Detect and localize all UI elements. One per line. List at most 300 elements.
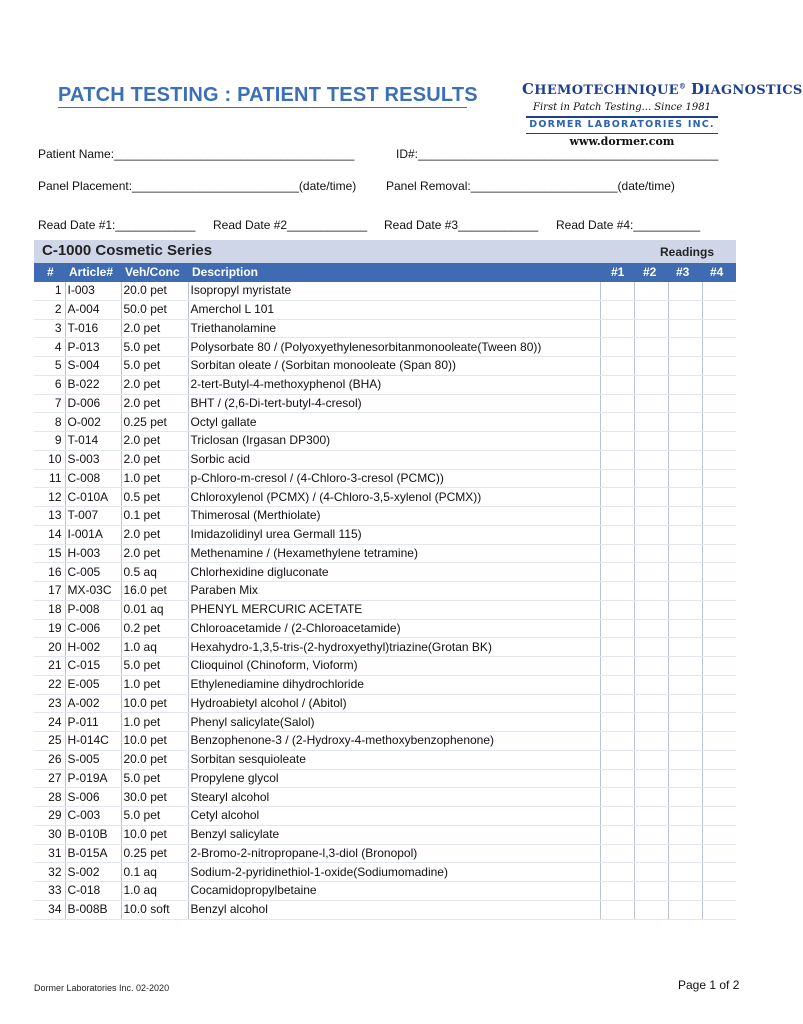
row-number: 17 (34, 582, 65, 601)
reading-4-cell[interactable] (702, 525, 736, 544)
reading-4-cell[interactable] (702, 600, 736, 619)
reading-4-cell[interactable] (702, 732, 736, 751)
row-description: Hydroabietyl alcohol / (Abitol) (188, 694, 600, 713)
reading-4-cell[interactable] (702, 619, 736, 638)
row-article: T-007 (65, 507, 121, 526)
row-number: 4 (34, 338, 65, 357)
reading-1-cell[interactable] (600, 600, 634, 619)
reading-1-cell[interactable] (600, 863, 634, 882)
reading-3-cell[interactable] (668, 469, 702, 488)
row-number: 27 (34, 769, 65, 788)
table-row (34, 525, 736, 544)
reading-2-cell[interactable] (634, 882, 668, 901)
reading-1-cell[interactable] (600, 825, 634, 844)
row-number: 25 (34, 732, 65, 751)
row-article: H-002 (65, 638, 121, 657)
row-concentration: 5.0 pet (121, 657, 188, 676)
row-concentration: 2.0 pet (121, 544, 188, 563)
table-row (34, 750, 736, 769)
row-article: O-002 (65, 413, 121, 432)
row-article: P-013 (65, 338, 121, 357)
table-row (34, 544, 736, 563)
results-table-body (34, 282, 736, 919)
row-article: H-003 (65, 544, 121, 563)
reading-4-cell[interactable] (702, 375, 736, 394)
reading-2-cell[interactable] (634, 600, 668, 619)
row-description: Chlorhexidine digluconate (188, 563, 600, 582)
reading-3-cell[interactable] (668, 375, 702, 394)
reading-3-cell[interactable] (668, 338, 702, 357)
reading-1-cell[interactable] (600, 507, 634, 526)
row-concentration: 1.0 pet (121, 675, 188, 694)
row-concentration: 2.0 pet (121, 394, 188, 413)
row-concentration: 10.0 pet (121, 732, 188, 751)
row-description: 2-Bromo-2-nitropropane-l,3-diol (Bronopol) (188, 844, 600, 863)
row-article: I-003 (65, 282, 121, 300)
row-number: 2 (34, 300, 65, 319)
table-row (34, 863, 736, 882)
row-description: Sodium-2-pyridinethiol-1-oxide(Sodiumomadine) (188, 863, 600, 882)
logo-divider-2 (526, 133, 718, 134)
table-row (34, 807, 736, 826)
reading-3-cell[interactable] (668, 394, 702, 413)
reading-4-cell[interactable] (702, 882, 736, 901)
table-row (34, 300, 736, 319)
reading-1-cell[interactable] (600, 675, 634, 694)
row-concentration: 0.1 pet (121, 507, 188, 526)
row-concentration: 2.0 pet (121, 319, 188, 338)
reading-4-cell[interactable] (702, 300, 736, 319)
page-number: Page 1 of 2 (678, 978, 740, 992)
col-header-reading-4: #4 (710, 265, 724, 279)
row-description: Imidazolidinyl urea Germall 115) (188, 525, 600, 544)
read-date-1-field[interactable]: Read Date #1:____________ (38, 218, 196, 232)
reading-4-cell[interactable] (702, 769, 736, 788)
reading-2-cell[interactable] (634, 732, 668, 751)
table-row (34, 319, 736, 338)
row-number: 9 (34, 432, 65, 451)
reading-2-cell[interactable] (634, 450, 668, 469)
reading-3-cell[interactable] (668, 300, 702, 319)
reading-2-cell[interactable] (634, 507, 668, 526)
reading-2-cell[interactable] (634, 619, 668, 638)
reading-1-cell[interactable] (600, 488, 634, 507)
reading-3-cell[interactable] (668, 713, 702, 732)
panel-placement-field[interactable]: Panel Placement:_________________________(date/time) (38, 179, 357, 193)
reading-2-cell[interactable] (634, 300, 668, 319)
row-concentration: 1.0 pet (121, 713, 188, 732)
row-description: Sorbitan sesquioleate (188, 750, 600, 769)
col-header-reading-3: #3 (676, 265, 690, 279)
reading-2-cell[interactable] (634, 282, 668, 300)
reading-3-cell[interactable] (668, 769, 702, 788)
table-row (34, 394, 736, 413)
reading-4-cell[interactable] (702, 488, 736, 507)
reading-3-cell[interactable] (668, 788, 702, 807)
reading-3-cell[interactable] (668, 863, 702, 882)
row-article: C-010A (65, 488, 121, 507)
table-header (34, 263, 736, 282)
reading-1-cell[interactable] (600, 750, 634, 769)
reading-1-cell[interactable] (600, 357, 634, 376)
reading-3-cell[interactable] (668, 732, 702, 751)
title-underline (58, 107, 467, 108)
reading-4-cell[interactable] (702, 713, 736, 732)
row-description: Methenamine / (Hexamethylene tetramine) (188, 544, 600, 563)
reading-4-cell[interactable] (702, 807, 736, 826)
row-concentration: 5.0 pet (121, 357, 188, 376)
table-row (34, 844, 736, 863)
logo-divider (526, 116, 718, 118)
row-article: P-011 (65, 713, 121, 732)
row-number: 22 (34, 675, 65, 694)
reading-4-cell[interactable] (702, 450, 736, 469)
row-concentration: 0.5 pet (121, 488, 188, 507)
reading-3-cell[interactable] (668, 619, 702, 638)
series-title: C-1000 Cosmetic Series (42, 242, 213, 259)
reading-3-cell[interactable] (668, 582, 702, 601)
reading-3-cell[interactable] (668, 563, 702, 582)
reading-2-cell[interactable] (634, 638, 668, 657)
reading-3-cell[interactable] (668, 638, 702, 657)
reading-3-cell[interactable] (668, 319, 702, 338)
reading-1-cell[interactable] (600, 394, 634, 413)
row-article: H-014C (65, 732, 121, 751)
reading-2-cell[interactable] (634, 825, 668, 844)
reading-4-cell[interactable] (702, 825, 736, 844)
reading-2-cell[interactable] (634, 432, 668, 451)
reading-4-cell[interactable] (702, 413, 736, 432)
table-row (34, 338, 736, 357)
reading-3-cell[interactable] (668, 750, 702, 769)
reading-2-cell[interactable] (634, 675, 668, 694)
reading-1-cell[interactable] (600, 694, 634, 713)
reading-1-cell[interactable] (600, 525, 634, 544)
read-date-3-field[interactable]: Read Date #3____________ (384, 218, 539, 232)
reading-1-cell[interactable] (600, 338, 634, 357)
page-title: PATCH TESTING : PATIENT TEST RESULTS (58, 84, 478, 106)
row-article: S-002 (65, 863, 121, 882)
reading-3-cell[interactable] (668, 600, 702, 619)
reading-3-cell[interactable] (668, 282, 702, 300)
reading-3-cell[interactable] (668, 413, 702, 432)
row-number: 19 (34, 619, 65, 638)
reading-3-cell[interactable] (668, 450, 702, 469)
row-concentration: 0.5 aq (121, 563, 188, 582)
row-description: Benzophenone-3 / (2-Hydroxy-4-methoxybenzophenone) (188, 732, 600, 751)
row-article: I-001A (65, 525, 121, 544)
reading-1-cell[interactable] (600, 882, 634, 901)
row-description: Triclosan (Irgasan DP300) (188, 432, 600, 451)
reading-1-cell[interactable] (600, 375, 634, 394)
reading-2-cell[interactable] (634, 788, 668, 807)
row-description: Thimerosal (Merthiolate) (188, 507, 600, 526)
reading-4-cell[interactable] (702, 582, 736, 601)
reading-3-cell[interactable] (668, 432, 702, 451)
row-article: P-019A (65, 769, 121, 788)
reading-1-cell[interactable] (600, 469, 634, 488)
reading-2-cell[interactable] (634, 807, 668, 826)
read-date-4-field[interactable]: Read Date #4:__________ (556, 218, 701, 232)
row-concentration: 2.0 pet (121, 525, 188, 544)
logo-company: DORMER LABORATORIES INC. (529, 119, 715, 130)
reading-2-cell[interactable] (634, 900, 668, 919)
row-number: 18 (34, 600, 65, 619)
row-description: Amerchol L 101 (188, 300, 600, 319)
reading-2-cell[interactable] (634, 413, 668, 432)
reading-2-cell[interactable] (634, 319, 668, 338)
row-description: Cocamidopropylbetaine (188, 882, 600, 901)
row-article: C-015 (65, 657, 121, 676)
table-row (34, 357, 736, 376)
row-description: Clioquinol (Chinoform, Vioform) (188, 657, 600, 676)
reading-4-cell[interactable] (702, 750, 736, 769)
row-number: 6 (34, 375, 65, 394)
row-concentration: 0.01 aq (121, 600, 188, 619)
readings-label: Readings (659, 245, 714, 259)
reading-2-cell[interactable] (634, 469, 668, 488)
reading-2-cell[interactable] (634, 769, 668, 788)
table-row (34, 582, 736, 601)
reading-1-cell[interactable] (600, 844, 634, 863)
reading-1-cell[interactable] (600, 769, 634, 788)
row-article: T-016 (65, 319, 121, 338)
reading-3-cell[interactable] (668, 657, 702, 676)
reading-4-cell[interactable] (702, 863, 736, 882)
reading-4-cell[interactable] (702, 544, 736, 563)
reading-1-cell[interactable] (600, 657, 634, 676)
reading-2-cell[interactable] (634, 338, 668, 357)
reading-4-cell[interactable] (702, 900, 736, 919)
reading-4-cell[interactable] (702, 788, 736, 807)
reading-4-cell[interactable] (702, 563, 736, 582)
table-row (34, 638, 736, 657)
reading-3-cell[interactable] (668, 882, 702, 901)
row-number: 15 (34, 544, 65, 563)
row-concentration: 10.0 soft (121, 900, 188, 919)
reading-1-cell[interactable] (600, 450, 634, 469)
reading-1-cell[interactable] (600, 432, 634, 451)
row-article: T-014 (65, 432, 121, 451)
reading-2-cell[interactable] (634, 582, 668, 601)
reading-1-cell[interactable] (600, 807, 634, 826)
table-row (34, 694, 736, 713)
row-number: 5 (34, 357, 65, 376)
reading-1-cell[interactable] (600, 582, 634, 601)
reading-2-cell[interactable] (634, 657, 668, 676)
row-article: E-005 (65, 675, 121, 694)
table-row (34, 900, 736, 919)
row-description: Hexahydro-1,3,5-tris-(2-hydroxyethyl)triazine(Grotan BK) (188, 638, 600, 657)
results-table (34, 282, 736, 920)
row-concentration: 20.0 pet (121, 750, 188, 769)
reading-4-cell[interactable] (702, 638, 736, 657)
table-row (34, 375, 736, 394)
row-concentration: 5.0 pet (121, 338, 188, 357)
row-concentration: 50.0 pet (121, 300, 188, 319)
row-number: 16 (34, 563, 65, 582)
row-article: D-006 (65, 394, 121, 413)
row-description: Stearyl alcohol (188, 788, 600, 807)
reading-3-cell[interactable] (668, 507, 702, 526)
reading-2-cell[interactable] (634, 375, 668, 394)
reading-3-cell[interactable] (668, 675, 702, 694)
reading-2-cell[interactable] (634, 844, 668, 863)
reading-1-cell[interactable] (600, 900, 634, 919)
row-description: Polysorbate 80 / (Polyoxyethylenesorbitanmonooleate(Tween 80)) (188, 338, 600, 357)
footer-company: Dormer Laboratories Inc. 02-2020 (34, 983, 170, 993)
reading-2-cell[interactable] (634, 750, 668, 769)
table-row (34, 788, 736, 807)
reading-4-cell[interactable] (702, 844, 736, 863)
reading-3-cell[interactable] (668, 900, 702, 919)
reading-3-cell[interactable] (668, 525, 702, 544)
row-number: 21 (34, 657, 65, 676)
row-article: C-018 (65, 882, 121, 901)
reading-1-cell[interactable] (600, 413, 634, 432)
row-concentration: 10.0 pet (121, 825, 188, 844)
reading-3-cell[interactable] (668, 488, 702, 507)
reading-2-cell[interactable] (634, 713, 668, 732)
reading-2-cell[interactable] (634, 525, 668, 544)
row-article: C-006 (65, 619, 121, 638)
row-article: B-022 (65, 375, 121, 394)
reading-1-cell[interactable] (600, 713, 634, 732)
reading-1-cell[interactable] (600, 300, 634, 319)
row-article: MX-03C (65, 582, 121, 601)
row-article: A-002 (65, 694, 121, 713)
reading-4-cell[interactable] (702, 282, 736, 300)
reading-3-cell[interactable] (668, 807, 702, 826)
reading-2-cell[interactable] (634, 563, 668, 582)
logo-brand: CHEMOTECHNIQUE® DIAGNOSTICS (522, 80, 803, 98)
logo-url: www.dormer.com (569, 135, 675, 148)
reading-4-cell[interactable] (702, 507, 736, 526)
row-number: 12 (34, 488, 65, 507)
col-header-description: Description (192, 265, 259, 279)
row-article: P-008 (65, 600, 121, 619)
table-row (34, 563, 736, 582)
row-description: PHENYL MERCURIC ACETATE (188, 600, 600, 619)
panel-removal-field[interactable]: Panel Removal:______________________(date/time) (386, 179, 675, 193)
reading-4-cell[interactable] (702, 394, 736, 413)
row-concentration: 2.0 pet (121, 432, 188, 451)
row-article: S-003 (65, 450, 121, 469)
reading-1-cell[interactable] (600, 282, 634, 300)
row-concentration: 2.0 pet (121, 450, 188, 469)
reading-1-cell[interactable] (600, 544, 634, 563)
reading-3-cell[interactable] (668, 544, 702, 563)
row-description: BHT / (2,6-Di-tert-butyl-4-cresol) (188, 394, 600, 413)
row-concentration: 2.0 pet (121, 375, 188, 394)
row-description: Chloroacetamide / (2-Chloroacetamide) (188, 619, 600, 638)
reading-2-cell[interactable] (634, 394, 668, 413)
row-number: 30 (34, 825, 65, 844)
row-article: B-008B (65, 900, 121, 919)
reading-3-cell[interactable] (668, 357, 702, 376)
series-title-bar (34, 240, 736, 264)
col-header-reading-1: #1 (611, 265, 625, 279)
row-concentration: 1.0 aq (121, 638, 188, 657)
row-concentration: 5.0 pet (121, 807, 188, 826)
col-header-reading-2: #2 (643, 265, 657, 279)
patient-name-field[interactable]: Patient Name:____________________________________ (38, 147, 355, 161)
reading-2-cell[interactable] (634, 544, 668, 563)
table-row (34, 488, 736, 507)
table-row (34, 769, 736, 788)
reading-4-cell[interactable] (702, 319, 736, 338)
row-article: C-005 (65, 563, 121, 582)
reading-2-cell[interactable] (634, 863, 668, 882)
read-date-2-field[interactable]: Read Date #2____________ (213, 218, 368, 232)
reading-4-cell[interactable] (702, 432, 736, 451)
row-article: A-004 (65, 300, 121, 319)
row-description: Phenyl salicylate(Salol) (188, 713, 600, 732)
row-concentration: 0.25 pet (121, 844, 188, 863)
table-row (34, 282, 736, 300)
row-number: 28 (34, 788, 65, 807)
row-number: 1 (34, 282, 65, 300)
col-header-article: Article# (69, 265, 114, 279)
row-description: Chloroxylenol (PCMX) / (4-Chloro-3,5-xylenol (PCMX)) (188, 488, 600, 507)
row-number: 7 (34, 394, 65, 413)
row-number: 11 (34, 469, 65, 488)
row-article: S-006 (65, 788, 121, 807)
reading-1-cell[interactable] (600, 788, 634, 807)
reading-4-cell[interactable] (702, 357, 736, 376)
row-number: 23 (34, 694, 65, 713)
row-description: Propylene glycol (188, 769, 600, 788)
row-article: C-003 (65, 807, 121, 826)
reading-1-cell[interactable] (600, 563, 634, 582)
table-row (34, 469, 736, 488)
row-concentration: 0.1 aq (121, 863, 188, 882)
table-row (34, 450, 736, 469)
row-concentration: 0.2 pet (121, 619, 188, 638)
patient-id-field[interactable]: ID#:_____________________________________________ (396, 147, 719, 161)
table-row (34, 432, 736, 451)
reading-3-cell[interactable] (668, 825, 702, 844)
reading-2-cell[interactable] (634, 488, 668, 507)
reading-4-cell[interactable] (702, 657, 736, 676)
col-header-number: # (47, 265, 54, 279)
reading-2-cell[interactable] (634, 357, 668, 376)
reading-1-cell[interactable] (600, 619, 634, 638)
row-description: Sorbitan oleate / (Sorbitan monooleate (Span 80)) (188, 357, 600, 376)
row-concentration: 5.0 pet (121, 769, 188, 788)
reading-4-cell[interactable] (702, 469, 736, 488)
row-article: S-005 (65, 750, 121, 769)
row-concentration: 1.0 aq (121, 882, 188, 901)
reading-1-cell[interactable] (600, 638, 634, 657)
reading-1-cell[interactable] (600, 732, 634, 751)
row-article: B-015A (65, 844, 121, 863)
reading-4-cell[interactable] (702, 675, 736, 694)
reading-2-cell[interactable] (634, 694, 668, 713)
reading-4-cell[interactable] (702, 694, 736, 713)
row-number: 31 (34, 844, 65, 863)
row-number: 24 (34, 713, 65, 732)
row-description: Benzyl salicylate (188, 825, 600, 844)
row-number: 14 (34, 525, 65, 544)
row-number: 10 (34, 450, 65, 469)
reading-1-cell[interactable] (600, 319, 634, 338)
row-description: 2-tert-Butyl-4-methoxyphenol (BHA) (188, 375, 600, 394)
row-description: Ethylenediamine dihydrochloride (188, 675, 600, 694)
reading-4-cell[interactable] (702, 338, 736, 357)
reading-3-cell[interactable] (668, 844, 702, 863)
reading-3-cell[interactable] (668, 694, 702, 713)
